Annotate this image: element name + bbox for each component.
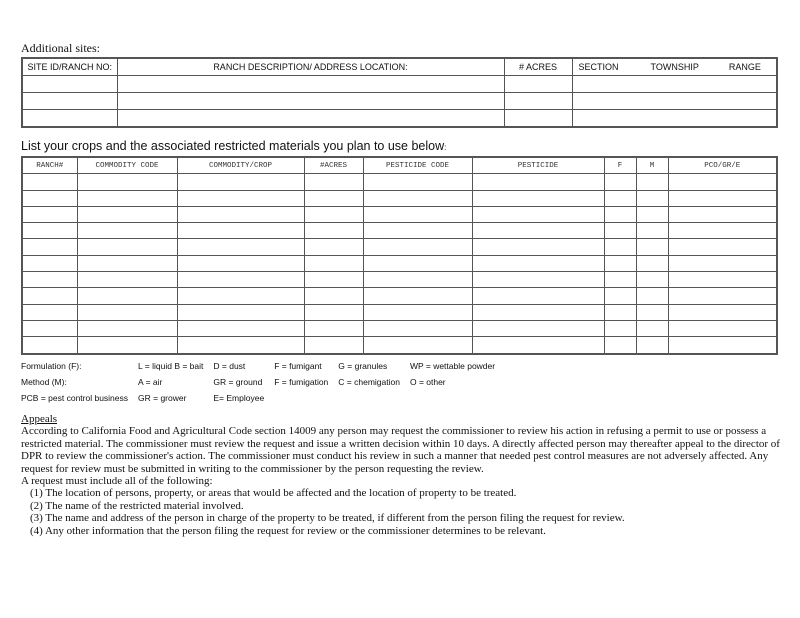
crop-header-cell: PESTICIDE CODE [363,157,472,174]
header-acres: # ACRES [504,58,572,76]
crop-entry-cell[interactable] [472,174,604,190]
crop-entry-cell[interactable] [668,206,777,222]
crop-entry-cell[interactable] [304,239,363,255]
crop-entry-cell[interactable] [604,174,636,190]
str-field[interactable] [572,76,777,93]
legend-item: F = fumigant [274,361,322,371]
header-site-id: SITE ID/RANCH NO: [22,58,117,76]
table-row [22,190,777,206]
crop-entry-cell[interactable] [22,255,77,271]
crop-entry-cell[interactable] [604,255,636,271]
crop-entry-cell[interactable] [604,320,636,336]
crop-entry-cell[interactable] [636,190,668,206]
additional-sites-table [21,57,778,128]
table-header-row [22,58,777,76]
legend-item: GR = ground [213,377,263,387]
crop-entry-cell[interactable] [363,174,472,190]
appeals-paragraph: According to California Food and Agricultural Code section 14009 any person may request the commissioner to review his action in refusing a permit to use or possess a restricted material. The commissioner must review the request and issue a written decision within 10 days. A directly affected person may thereafter appeal to the director of DPR to review the commissioner's action. The commissioner must conduct his review in such a manner that needed pest control measures are not adversely affected. Any request for review must be submitted in writing to the commissioner by the person requesting the review. [21,425,780,475]
crop-entry-cell[interactable] [22,288,77,304]
table-row [22,304,777,320]
appeals-item: (4) Any other information that the person filing the request for review or the commissioner determines to be relevant. [30,524,546,537]
crop-entry-cell[interactable] [636,288,668,304]
table-header-row [22,157,777,174]
legend-label-formulation: Formulation (F): [21,361,82,371]
table-row [22,255,777,271]
table-row [22,272,777,288]
legend-item: F = fumigation [274,377,329,387]
crops-title-colon: : [444,143,447,152]
legend-label-applicator: PCB = pest control business [21,393,129,403]
crop-entry-cell[interactable] [363,288,472,304]
site-id-field[interactable] [22,110,117,128]
crop-entry-cell[interactable] [363,190,472,206]
crop-entry-cell[interactable] [472,288,604,304]
crop-entry-cell[interactable] [363,320,472,336]
crop-entry-cell[interactable] [604,206,636,222]
acres-field[interactable] [504,93,572,110]
table-row [22,93,777,110]
description-field[interactable] [117,110,504,128]
header-section-township-range [572,58,777,76]
table-row [22,76,777,93]
crop-entry-cell[interactable] [668,304,777,320]
site-id-field[interactable] [22,93,117,110]
crop-entry-cell[interactable] [77,320,177,336]
crop-entry-cell[interactable] [636,304,668,320]
crop-entry-cell[interactable] [472,337,604,354]
crop-entry-cell[interactable] [177,223,304,239]
crop-entry-cell[interactable] [636,223,668,239]
crop-entry-cell[interactable] [604,272,636,288]
crop-entry-cell[interactable] [363,304,472,320]
crops-title [21,139,446,153]
crop-entry-cell[interactable] [636,206,668,222]
crop-header-cell: #ACRES [304,157,363,174]
table-row [22,337,777,354]
crop-entry-cell[interactable] [472,239,604,255]
legend-item: GR = grower [138,393,187,403]
crop-entry-cell[interactable] [22,223,77,239]
crop-entry-cell[interactable] [604,304,636,320]
crop-entry-cell[interactable] [668,190,777,206]
crop-entry-cell[interactable] [636,337,668,354]
header-township: TOWNSHIP [650,62,699,72]
crop-entry-cell[interactable] [304,272,363,288]
crop-header-cell: M [636,157,668,174]
crop-entry-cell[interactable] [77,304,177,320]
appeals-item: (3) The name and address of the person in charge of the property to be treated, if different from the person filing the request for review. [30,512,625,525]
appeals-heading: Appeals [21,413,58,425]
crop-entry-cell[interactable] [363,223,472,239]
legend [21,361,495,404]
crop-entry-cell[interactable] [304,288,363,304]
crop-entry-cell[interactable] [363,206,472,222]
crop-entry-cell[interactable] [472,320,604,336]
sites-title: Additional sites: [21,41,100,55]
crop-entry-cell[interactable] [304,337,363,354]
crop-entry-cell[interactable] [177,337,304,354]
crop-entry-cell[interactable] [668,288,777,304]
acres-field[interactable] [504,110,572,128]
description-field[interactable] [117,93,504,110]
crop-entry-cell[interactable] [304,304,363,320]
crop-entry-cell[interactable] [22,337,77,354]
legend-item: A = air [138,377,163,387]
crop-entry-cell[interactable] [22,190,77,206]
crop-header-cell: PCO/GR/E [668,157,777,174]
crop-entry-cell[interactable] [304,223,363,239]
crop-entry-cell[interactable] [177,272,304,288]
crop-entry-cell[interactable] [77,337,177,354]
crop-entry-cell[interactable] [22,174,77,190]
crop-entry-cell[interactable] [177,174,304,190]
crop-entry-cell[interactable] [22,272,77,288]
crop-entry-cell[interactable] [177,304,304,320]
crop-entry-cell[interactable] [636,174,668,190]
crop-entry-cell[interactable] [668,272,777,288]
crop-entry-cell[interactable] [363,272,472,288]
legend-item: E= Employee [213,393,265,403]
crop-entry-cell[interactable] [363,337,472,354]
table-row [22,239,777,255]
acres-field[interactable] [504,76,572,93]
crop-entry-cell[interactable] [177,190,304,206]
legend-item: D = dust [213,361,246,371]
crop-entry-cell[interactable] [77,223,177,239]
crop-entry-cell[interactable] [604,239,636,255]
crop-entry-cell[interactable] [304,255,363,271]
table-row [22,174,777,190]
crop-entry-cell[interactable] [636,239,668,255]
crop-entry-cell[interactable] [472,206,604,222]
legend-item: G = granules [338,361,388,371]
crop-entry-cell[interactable] [22,320,77,336]
crop-entry-cell[interactable] [668,174,777,190]
table-row [22,320,777,336]
crops-table [21,156,778,355]
crop-entry-cell[interactable] [636,320,668,336]
legend-item: C = chemigation [338,377,400,387]
crop-entry-cell[interactable] [636,255,668,271]
crop-entry-cell[interactable] [472,223,604,239]
crop-entry-cell[interactable] [77,239,177,255]
crop-entry-cell[interactable] [604,190,636,206]
legend-label-method: Method (M): [21,377,67,387]
crop-entry-cell[interactable] [177,239,304,255]
str-field[interactable] [572,93,777,110]
header-ranch-description: RANCH DESCRIPTION/ ADDRESS LOCATION: [117,58,504,76]
crop-entry-cell[interactable] [472,304,604,320]
crop-entry-cell[interactable] [77,288,177,304]
crop-header-cell: RANCH# [22,157,77,174]
crop-entry-cell[interactable] [668,255,777,271]
crop-entry-cell[interactable] [668,239,777,255]
legend-item: O = other [409,377,446,387]
crop-entry-cell[interactable] [304,206,363,222]
crop-entry-cell[interactable] [177,255,304,271]
appeals-section [21,413,786,537]
header-range: RANGE [728,62,761,72]
description-field[interactable] [117,76,504,93]
crop-header-cell: COMMODITY CODE [77,157,177,174]
crop-entry-cell[interactable] [636,272,668,288]
header-section: SECTION [578,62,619,72]
crop-entry-cell[interactable] [77,255,177,271]
crop-entry-cell[interactable] [604,288,636,304]
crop-entry-cell[interactable] [304,320,363,336]
table-row [22,288,777,304]
appeals-intro: A request must include all of the following: [21,475,213,488]
crop-entry-cell[interactable] [304,190,363,206]
crop-entry-cell[interactable] [77,190,177,206]
legend-item: L = liquid B = bait [138,361,204,371]
crop-entry-cell[interactable] [177,320,304,336]
crop-entry-cell[interactable] [604,223,636,239]
crop-entry-cell[interactable] [363,239,472,255]
table-row [22,206,777,222]
legend-item: WP = wettable powder [409,361,496,371]
crop-entry-cell[interactable] [77,206,177,222]
crops-title-text: List your crops and the associated restricted materials you plan to use below [21,139,445,153]
crop-header-cell: COMMODITY/CROP [177,157,304,174]
crop-entry-cell[interactable] [668,337,777,354]
crop-entry-cell[interactable] [472,190,604,206]
site-id-field[interactable] [22,76,117,93]
crop-entry-cell[interactable] [177,206,304,222]
crop-entry-cell[interactable] [22,206,77,222]
crop-entry-cell[interactable] [22,239,77,255]
appeals-item: (2) The name of the restricted material involved. [30,499,244,512]
crop-entry-cell[interactable] [472,272,604,288]
crop-entry-cell[interactable] [177,288,304,304]
crop-entry-cell[interactable] [77,174,177,190]
table-row [22,223,777,239]
table-row [22,110,777,128]
crop-header-cell: PESTICIDE [472,157,604,174]
crop-entry-cell[interactable] [472,255,604,271]
crop-entry-cell[interactable] [22,304,77,320]
crop-entry-cell[interactable] [668,320,777,336]
crop-entry-cell[interactable] [304,174,363,190]
crop-entry-cell[interactable] [668,223,777,239]
crop-entry-cell[interactable] [604,337,636,354]
crop-header-cell: F [604,157,636,174]
str-field[interactable] [572,110,777,128]
appeals-item: (1) The location of persons, property, or areas that would be affected and the location of property to be treated. [30,487,517,500]
crop-entry-cell[interactable] [77,272,177,288]
crop-entry-cell[interactable] [363,255,472,271]
